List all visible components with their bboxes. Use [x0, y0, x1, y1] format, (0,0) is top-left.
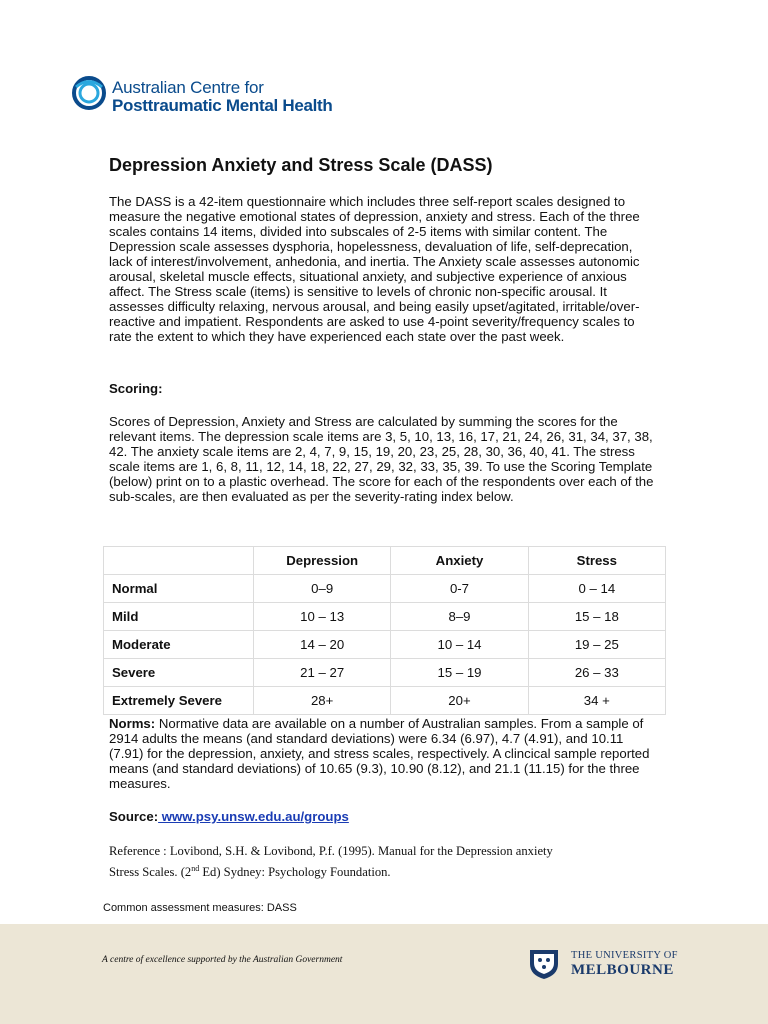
source-link[interactable]: www.psy.unsw.edu.au/groups	[158, 809, 349, 824]
source-label: Source:	[109, 809, 159, 824]
logo-line2: Posttraumatic Mental Health	[112, 96, 333, 115]
reference-line1: Reference : Lovibond, S.H. & Lovibond, P.f. (1995). Manual for the Depression anxiety	[109, 844, 553, 858]
table-cell: 20+	[391, 687, 528, 715]
norms-paragraph	[109, 716, 654, 791]
severity-table	[103, 546, 666, 715]
table-header-cell	[104, 547, 254, 575]
row-label: Extremely Severe	[104, 687, 254, 715]
table-cell: 15 – 18	[528, 603, 665, 631]
reference-line2-post: Ed) Sydney: Psychology Foundation.	[199, 865, 391, 880]
intro-paragraph: The DASS is a 42-item questionnaire which includes three self-report scales designed to measure the negative emotional states of depression, anxiety and stress. Each of the three scales contains 14 items, divided into subscales of 2-5 items with similar content. The Depression scale assesses dysphoria, hopelessness, devaluation of life, self-deprecation, lack of interest/involvement, anhedonia, and inertia. The Anxiety scale assesses autonomic arousal, skeletal muscle effects, situational anxiety, and subjective experience of anxious affect. The Stress scale (items) is sensitive to levels of chronic non-specific arousal. It assesses difficulty relaxing, nervous arousal, and being easily upset/agitated, irritable/over-reactive and impatient. Respondents are asked to use 4-point severity/frequency scales to rate the extent to which they have experienced each state over the past week.	[109, 194, 640, 344]
footer-label: Common assessment measures: DASS	[103, 902, 297, 914]
footer-band-text: A centre of excellence supported by the Australian Government	[102, 955, 343, 965]
table-cell: 28+	[254, 687, 391, 715]
reference-text	[109, 843, 649, 881]
reference-line2	[109, 865, 391, 879]
table-row	[104, 631, 666, 659]
table-cell: 0–9	[254, 575, 391, 603]
table-cell: 19 – 25	[528, 631, 665, 659]
table-cell: 8–9	[391, 603, 528, 631]
acpmh-logo	[70, 72, 370, 116]
table-cell: 26 – 33	[528, 659, 665, 687]
table-header-cell: Anxiety	[391, 547, 528, 575]
source-line	[109, 809, 349, 824]
page-title: Depression Anxiety and Stress Scale (DASS)	[109, 155, 493, 175]
table-cell: 14 – 20	[254, 631, 391, 659]
table-header-row	[104, 547, 666, 575]
row-label: Normal	[104, 575, 254, 603]
table-row	[104, 659, 666, 687]
reference-line2-pre: Stress Scales. (2	[109, 865, 192, 880]
table-cell: 0 – 14	[528, 575, 665, 603]
table-header-cell: Depression	[254, 547, 391, 575]
table-cell: 0-7	[391, 575, 528, 603]
university-name-line2: MELBOURNE	[571, 962, 674, 978]
table-row	[104, 603, 666, 631]
norms-label: Norms:	[109, 716, 156, 731]
row-label: Moderate	[104, 631, 254, 659]
table-cell: 10 – 13	[254, 603, 391, 631]
scoring-heading: Scoring:	[109, 381, 163, 396]
swirl-ring-icon	[70, 74, 108, 112]
university-name-line1: THE UNIVERSITY OF	[571, 950, 678, 961]
table-row	[104, 687, 666, 715]
table-header-cell: Stress	[528, 547, 665, 575]
logo-line1: Australian Centre for	[112, 78, 264, 97]
row-label: Severe	[104, 659, 254, 687]
norms-text: Normative data are available on a number of Australian samples. From a sample of 2914 adults the means (and standard deviations) were 6.34 (6.97), 4.7 (4.91), and 10.11 (7.91) for the depression, anxiety, and stress scales, respectively. A clincical sample reported means (and standard deviations) of 10.65 (9.3), 10.90 (8.12), and 21.1 (11.15) for the three measures.	[109, 716, 650, 791]
table-cell: 15 – 19	[391, 659, 528, 687]
table-cell: 10 – 14	[391, 631, 528, 659]
university-crest-icon	[526, 948, 562, 980]
table-cell: 21 – 27	[254, 659, 391, 687]
reference-superscript: nd	[191, 864, 200, 873]
table-row	[104, 575, 666, 603]
scoring-paragraph: Scores of Depression, Anxiety and Stress are calculated by summing the scores for the relevant items. The depression scale items are 3, 5, 10, 13, 16, 17, 21, 24, 26, 31, 34, 37, 38, 42. The anxiety scale items are 2, 4, 7, 9, 15, 19, 20, 23, 25, 28, 30, 36, 40, 41. The stress scale items are 1, 6, 8, 11, 12, 14, 18, 22, 27, 29, 32, 33, 35, 39. To use the Scoring Template (below) print on to a plastic overhead. The score for each of the respondents over each of the sub-scales, are then evaluated as per the severity-rating index below.	[109, 414, 654, 504]
table-cell: 34 +	[528, 687, 665, 715]
row-label: Mild	[104, 603, 254, 631]
